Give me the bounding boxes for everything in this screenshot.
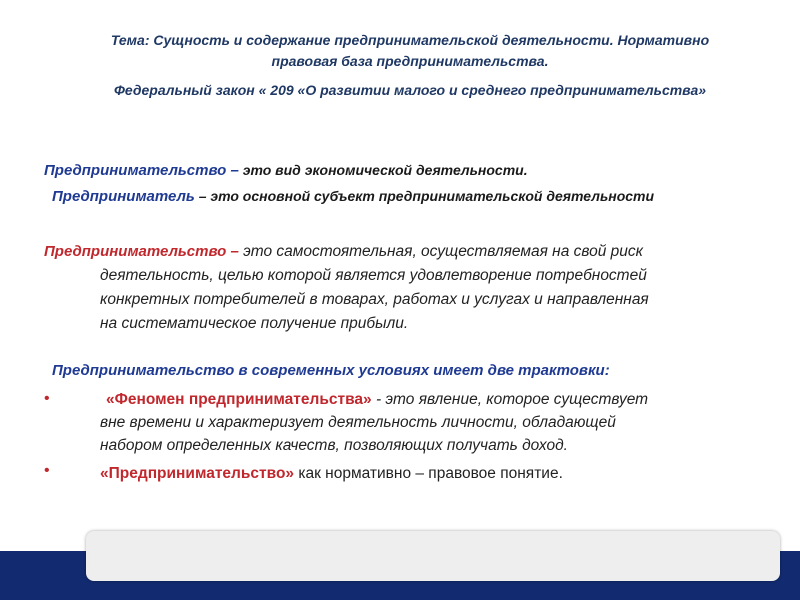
paragraph-first-line: [44, 243, 643, 260]
definition-term: Предпринимательство –: [44, 162, 239, 179]
paragraph-line-3: конкретных потребителей в товарах, работах и услугах и направленная: [100, 291, 649, 308]
two-interpretations-heading: Предпринимательство в современных условиях имеет две трактовки:: [52, 362, 610, 379]
bullet-term: «Феномен предпринимательства»: [106, 391, 372, 408]
paragraph-line-2: деятельность, целью которой является удовлетворение потребностей: [100, 267, 647, 284]
definition-paragraph: [44, 240, 784, 336]
title-line-1: Тема: Сущность и содержание предпринимательской деятельности. Нормативно: [110, 32, 710, 48]
bullet-first-line: [100, 391, 648, 408]
title-line-3: Федеральный закон « 209 «О развитии малого и среднего предпринимательства»: [113, 82, 707, 98]
definition-entrepreneur: [52, 188, 654, 205]
slide-title: [40, 30, 780, 101]
bullet-line-3: набором определенных качеств, позволяющих получать доход.: [100, 437, 568, 454]
bullet-term: «Предпринимательство»: [100, 465, 295, 482]
definition-text: – это основной субъект предпринимательской деятельности: [194, 188, 655, 204]
bullet-icon: •: [44, 462, 50, 479]
title-line-2: правовая база предпринимательства.: [271, 53, 549, 69]
definition-text: это вид экономической деятельности.: [238, 162, 528, 178]
bullet-line-1: как нормативно – правовое понятие.: [294, 465, 563, 482]
paragraph-term: Предпринимательство –: [44, 243, 239, 260]
bullet-icon: •: [44, 390, 50, 407]
bullet-line-1: - это явление, которое существует: [371, 391, 649, 408]
paragraph-line-1: это самостоятельная, осуществляемая на свой риск: [238, 243, 643, 260]
bullet-phenomenon: [100, 388, 780, 457]
footer-panel: [86, 531, 780, 581]
paragraph-line-4: на систематическое получение прибыли.: [100, 315, 409, 332]
definition-entrepreneurship: [44, 162, 528, 179]
definition-term: Предприниматель: [52, 188, 195, 205]
bullet-line-2: вне времени и характеризует деятельность личности, обладающей: [100, 414, 616, 431]
bullet-legal-concept: [100, 462, 780, 485]
